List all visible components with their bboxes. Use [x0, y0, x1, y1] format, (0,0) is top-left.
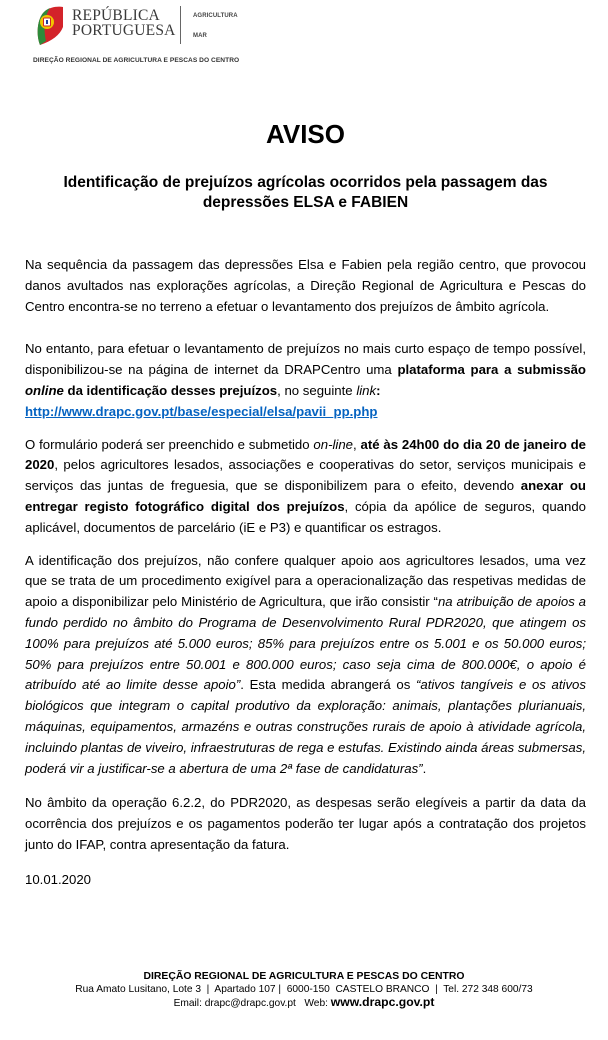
letterhead [0, 0, 608, 75]
email-label: Email: [173, 997, 205, 1009]
document-body [25, 118, 586, 890]
p3-text-2: , [353, 436, 361, 452]
logo-line-2: PORTUGUESA [72, 22, 176, 39]
p2-italic: link [356, 382, 377, 398]
p3-text-4: , cópia da apólice de seguros, quando aplicável, documentos de parcelário (iE e P3) e quantificar os estragos. [25, 498, 586, 535]
ministry-agricultura: AGRICULTURA [193, 13, 238, 19]
document-date: 10.01.2020 [25, 871, 92, 887]
document-title: AVISO [266, 119, 345, 149]
p2-text: No entanto, para efetuar o levantamento de prejuízos no mais curto espaço de tempo possível, disponibilizou-se na página de internet da DRAPCentro uma [25, 341, 586, 378]
paragraph-5: No âmbito da operação 6.2.2, do PDR2020, as despesas serão elegíveis a partir da data da ocorrência dos prejuízos e os pagamentos poderão ter lugar após a contratação dos projetos junto do IFAP, contra apresentação da fatura. [25, 795, 586, 852]
footer-contacts [0, 996, 608, 1010]
p3-italic: on-line [313, 436, 354, 452]
p4-italic-quote-1: na atribuição de apoios a fundo perdido no âmbito do Programa de Desenvolvimento Rural PDR2020, que atingem os 100% para prejuízos até 5.000 euros; 85% para prejuízos entre os 5.001 e os 50.000 euros; 50% para prejuízos entre 50.001 e 800.000 euros; caso seja cima de 800.000€, o apoio é atribuído até ao limite desse apoio” [25, 594, 586, 693]
paragraph-2 [25, 339, 586, 422]
footer-email[interactable]: drapc@drapc.gov.pt [204, 997, 296, 1009]
web-label: Web: [295, 997, 331, 1009]
paragraph-3 [25, 435, 586, 539]
p4-text-3: . [422, 760, 427, 776]
footer-address: Rua Amato Lusitano, Lote 3 | Apartado 107 | 6000-150 CASTELO BRANCO | Tel. 272 348 600/73 [75, 983, 533, 995]
portugal-emblem-icon [34, 5, 64, 47]
footer-title: DIREÇÃO REGIONAL DE AGRICULTURA E PESCAS DO CENTRO [143, 970, 465, 982]
p2-colon: : [376, 382, 381, 398]
ministry-mar: MAR [193, 33, 207, 39]
p2-text-2: , no seguinte [277, 382, 357, 398]
header-divider [180, 6, 181, 44]
footer [0, 970, 608, 1040]
directorate-name: DIREÇÃO REGIONAL DE AGRICULTURA E PESCAS DO CENTRO [33, 57, 240, 64]
document-subtitle: Identificação de prejuízos agrícolas ocorridos pela passagem das depressões ELSA e FABIEN [63, 174, 548, 211]
republica-portuguesa-logotype [72, 8, 176, 38]
p2-bold-2: da identificação desses prejuízos [63, 382, 278, 398]
logo-line-1: REPÚBLICA [72, 7, 160, 24]
paragraph-4 [25, 551, 586, 780]
p2-bold-italic: online [25, 382, 64, 398]
p4-text-2: . Esta medida abrangerá os [240, 677, 416, 693]
p3-text-3: , pelos agricultores lesados, associações e cooperativas do setor, serviços municipais e serviços das juntas de freguesia, que se disponibilizem para o efeito, devendo [25, 457, 586, 494]
p3-text: O formulário poderá ser preenchido e submetido [25, 436, 314, 452]
paragraph-1: Na sequência da passagem das depressões Elsa e Fabien pela região centro, que provocou danos avultados nas explorações agrícolas, a Direção Regional de Agricultura e Pescas do Centro encontra-se no terreno a efetuar o levantamento dos prejuízos de âmbito agrícola. [25, 257, 586, 314]
footer-website[interactable]: www.drapc.gov.pt [330, 994, 435, 1009]
submission-link[interactable]: http://www.drapc.gov.pt/base/especial/elsa/pavii_pp.php [25, 403, 378, 419]
deadline-text: até às 24h00 do dia 20 de janeiro de 2020 [25, 436, 586, 473]
footer-spacer [0, 890, 608, 970]
p2-bold: plataforma para a submissão [397, 362, 586, 378]
p4-text: A identificação dos prejuízos, não confere qualquer apoio aos agricultores lesados, uma vez que se trata de um procedimento exigível para a operacionalização das respetivas medidas de apoio a disponibilizar pelo Ministério de Agricultura, que irão consistir “ [25, 552, 586, 610]
p3-bold: anexar ou entregar registo fotográfico digital dos prejuízos [25, 478, 586, 514]
p4-italic-quote-2: “ativos tangíveis e os ativos biológicos que integram o capital produtivo da exploração: animais, plantações plurianuais, máquinas, equipamentos, armazéns e outras construções rurais de apoio à atividade agrícola, incluindo plantas de viveiro, infraestruturas de rega e estufas. Existindo ainda áreas submersas, poderá vir a justificar-se a abertura de uma 2ª fase de candidaturas” [25, 677, 586, 776]
